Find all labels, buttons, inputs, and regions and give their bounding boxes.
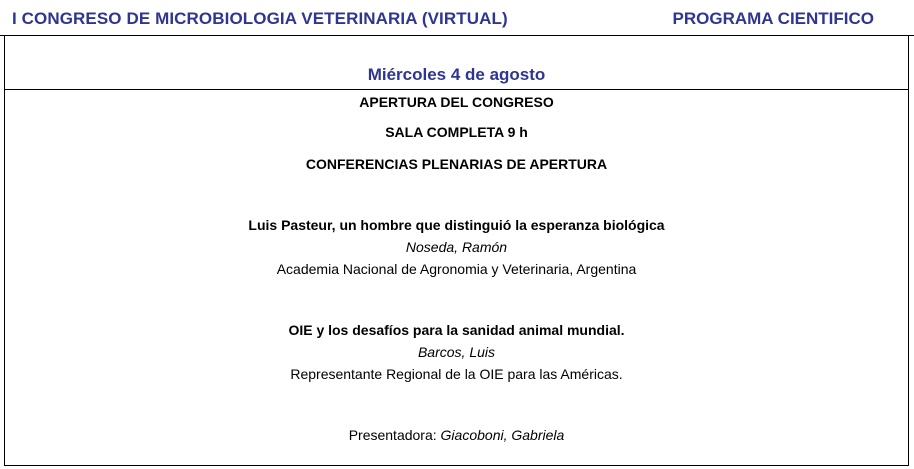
talk-1-affiliation: Academia Nacional de Agronomia y Veterinaria, Argentina xyxy=(276,261,637,277)
day-header-row xyxy=(5,36,908,90)
room-time: SALA COMPLETA 9 h xyxy=(385,124,528,140)
congress-title: I CONGRESO DE MICROBIOLOGIA VETERINARIA (VIRTUAL) xyxy=(12,9,508,28)
talk-1-title: Luis Pasteur, un hombre que distinguió la esperanza biológica xyxy=(248,217,665,233)
presenter-name: Giacoboni, Gabriela xyxy=(440,427,565,443)
talk-2-title: OIE y los desafíos para la sanidad animal mundial. xyxy=(288,322,625,338)
presenter-line xyxy=(5,427,908,443)
program-section-title: PROGRAMA CIENTIFICO xyxy=(672,9,874,28)
day-label: Miércoles 4 de agosto xyxy=(367,65,546,84)
presenter-label: Presentadora: xyxy=(348,427,437,443)
opening-title: APERTURA DEL CONGRESO xyxy=(359,94,554,110)
program-table xyxy=(4,36,909,466)
document-header xyxy=(0,0,914,36)
talk-1-speaker: Noseda, Ramón xyxy=(405,239,508,255)
talk-2-affiliation: Representante Regional de la OIE para las Américas. xyxy=(290,366,623,382)
talk-2-speaker: Barcos, Luis xyxy=(417,344,496,360)
plenary-title: CONFERENCIAS PLENARIAS DE APERTURA xyxy=(305,156,608,172)
